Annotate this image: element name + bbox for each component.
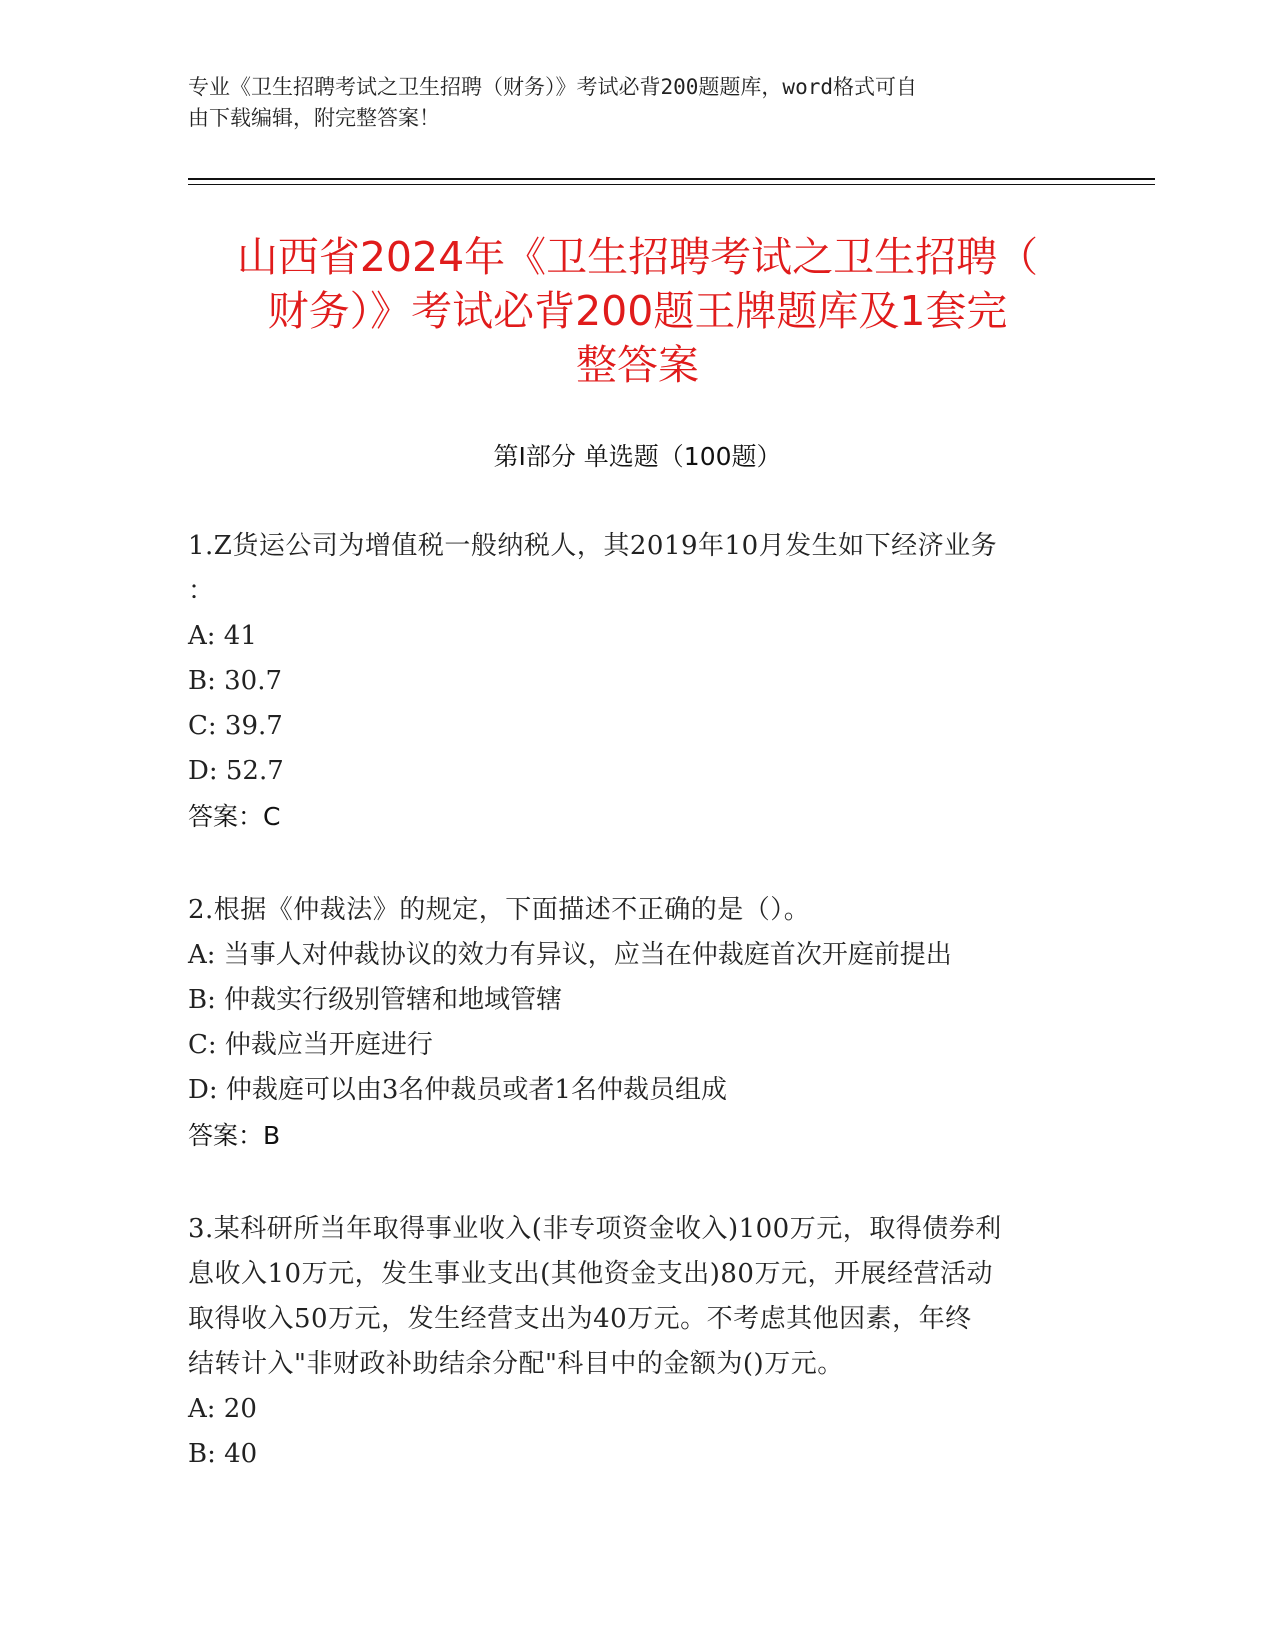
question-stem: 取得收入50万元，发生经营支出为40万元。不考虑其他因素，年终 <box>188 1304 972 1334</box>
answer-text: 答案：B <box>188 1121 281 1150</box>
header-note-line: 专业《卫生招聘考试之卫生招聘（财务）》考试必背200题题库，word格式可自 <box>188 75 917 99</box>
option-b: B: 30.7 <box>188 666 283 696</box>
option-d: D: 52.7 <box>188 756 284 786</box>
option-c: C: 39.7 <box>188 711 283 741</box>
option-b: B: 仲裁实行级别管辖和地域管辖 <box>188 985 563 1015</box>
question-3 <box>188 1207 1088 1477</box>
section-heading: 第Ⅰ部分 单选题（100题） <box>493 442 782 471</box>
header-divider-thin <box>188 184 1155 185</box>
question-stem: 1.Z货运公司为增值税一般纳税人，其2019年10月发生如下经济业务 <box>188 531 998 561</box>
header-divider-thick <box>188 178 1155 180</box>
question-2 <box>188 888 1088 1158</box>
question-1 <box>188 524 1088 839</box>
header-note <box>188 72 1068 134</box>
title-line: 财务）》考试必背200题王牌题库及1套完 <box>267 287 1008 335</box>
option-a: A: 当事人对仲裁协议的效力有异议，应当在仲裁庭首次开庭前提出 <box>188 940 952 970</box>
option-c: C: 仲裁应当开庭进行 <box>188 1030 433 1060</box>
question-stem: 息收入10万元，发生事业支出(其他资金支出)80万元，开展经营活动 <box>188 1259 993 1289</box>
title-line: 山西省2024年《卫生招聘考试之卫生招聘（ <box>236 233 1039 281</box>
question-stem: 2.根据《仲裁法》的规定，下面描述不正确的是（）。 <box>188 895 811 925</box>
option-d: D: 仲裁庭可以由3名仲裁员或者1名仲裁员组成 <box>188 1075 727 1105</box>
question-stem: 3.某科研所当年取得事业收入(非专项资金收入)100万元，取得债券利 <box>188 1214 1002 1244</box>
option-b: B: 40 <box>188 1439 258 1469</box>
option-a: A: 41 <box>188 621 257 651</box>
question-stem: 结转计入"非财政补助结余分配"科目中的金额为()万元。 <box>188 1349 844 1379</box>
header-note-line: 由下载编辑，附完整答案！ <box>188 106 440 130</box>
document-title <box>150 230 1125 392</box>
answer-text: 答案：C <box>188 802 281 831</box>
question-stem: ： <box>188 576 215 606</box>
option-a: A: 20 <box>188 1394 257 1424</box>
title-line: 整答案 <box>576 341 699 389</box>
